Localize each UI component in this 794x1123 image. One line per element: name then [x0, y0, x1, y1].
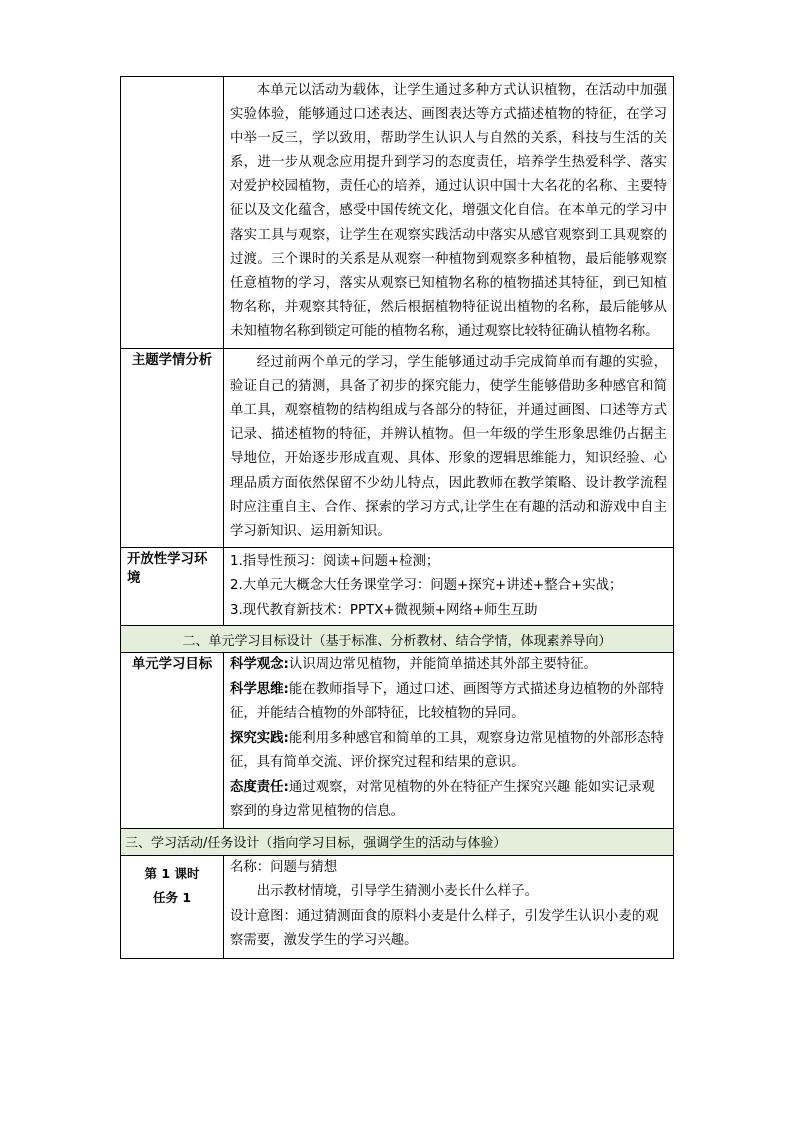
open-env-label-line1: 开放性学习环 — [127, 551, 208, 567]
goals-content — [224, 653, 674, 829]
goal-item-4-text: 通过观察，对常见植物的外在特征产生探究兴趣 能如实记录观察到的身边常见植物的信息。 — [230, 779, 655, 820]
task1-content — [224, 855, 674, 958]
open-env-item-3: 3.现代教育新技术：PPTX+微视频+网络+师生互助 — [230, 602, 538, 618]
section2-header-row — [121, 626, 674, 653]
open-env-label-line2: 境 — [127, 570, 141, 586]
goal-item-2-text: 能在教师指导下，通过口述、画图等方式描述身边植物的外部特征，并能结合植物的外部特征，比较植物的异同。 — [230, 681, 664, 722]
lesson-plan-table — [120, 76, 674, 959]
open-env-item-1: 1.指导性预习：阅读+问题+检测； — [230, 553, 440, 569]
task1-label-line2: 任务 1 — [152, 889, 192, 905]
task1-label-line1: 第 1 课时 — [144, 865, 200, 881]
goals-row — [121, 653, 674, 829]
goal-item-2-title: 科学思维: — [230, 681, 289, 697]
goal-item-4-title: 态度责任: — [230, 779, 289, 795]
student-analysis-text: 经过前两个单元的学习，学生能够通过动手完成简单而有趣的实验，验证自己的猜测，具备了初步的探究能力，使学生能够借助多种感官和简单工具，观察植物的结构组成与各部分的特征，并通过画图、口述等方式记录、描述植物的特征，并辨认植物。但一年级的学生形象思维仍占据主导地位，开始逐步形成直观、具体、形象的逻辑思维能力，知识经验、心理品质方面依然保留不少幼儿特点，因此教师在教学策略、设计教学流程时应注重自主、合作、探索的学习方式,让学生在有趣的活动和游戏中自主学习新知识、运用新知识。 — [230, 355, 667, 539]
goal-item-1 — [230, 653, 667, 678]
student-analysis-content — [224, 349, 674, 548]
task1-intent: 设计意图：通过猜测面食的原料小麦是什么样子，引发学生认识小麦的观察需要，激发学生的学习兴趣。 — [230, 908, 659, 949]
section3-header: 三、学习活动/任务设计（指向学习目标，强调学生的活动与体验） — [121, 828, 674, 855]
task1-name: 名称：问题与猜想 — [230, 859, 338, 875]
intro-paragraph: 本单元以活动为载体，让学生通过多种方式认识植物，在活动中加强实验体验，能够通过口述表达、画图表达等方式描述植物的特征，在学习中举一反三，学以致用，帮助学生认识人与自然的关系，科技与生活的关系，进一步从观念应用提升到学习的态度责任，培养学生热爱科学、落实对爱护校园植物，责任心的培养，通过认识中国十大名花的名称、主要特征以及文化蕴含，感受中国传统文化，增强文化自信。在本单元的学习中落实工具与观察，让学生在观察实践活动中落实从感官观察到工具观察的过渡。三个课时的关系是从观察一种植物到观察多种植物，最后能够观察任意植物的学习，落实从观察已知植物名称的植物描述其特征，到已知植物名称，并观察其特征，然后根据植物特征说出植物的名称，最后能够从未知植物名称到锁定可能的植物名称，通过观察比较特征确认植物名称。 — [230, 83, 667, 339]
student-analysis-label: 主题学情分析 — [121, 349, 224, 548]
goal-item-1-text: 认识周边常见植物，并能简单描述其外部主要特征。 — [288, 657, 597, 673]
open-env-row — [121, 547, 674, 626]
open-env-content — [224, 547, 674, 626]
goal-item-3 — [230, 727, 667, 776]
intro-label-cell — [121, 77, 224, 349]
task1-row — [121, 855, 674, 958]
goal-item-3-title: 探究实践: — [230, 730, 289, 746]
student-analysis-row — [121, 349, 674, 548]
goal-item-1-title: 科学观念: — [230, 657, 289, 673]
goal-item-4 — [230, 776, 667, 825]
goal-item-2 — [230, 678, 667, 727]
task1-desc: 出示教材情境，引导学生猜测小麦长什么样子。 — [256, 884, 538, 900]
intro-row — [121, 77, 674, 349]
section3-header-row — [121, 828, 674, 855]
open-env-item-2: 2.大单元大概念大任务课堂学习：问题+探究+讲述+整合+实战； — [230, 578, 623, 594]
task1-label — [121, 855, 224, 958]
intro-content-cell — [224, 77, 674, 349]
goals-label: 单元学习目标 — [121, 653, 224, 829]
goal-item-3-text: 能利用多种感官和简单的工具，观察身边常见植物的外部形态特征，具有简单交流、评价探究过程和结果的意识。 — [230, 730, 664, 771]
section2-header: 二、单元学习目标设计（基于标准、分析教材、结合学情，体现素养导向） — [121, 626, 674, 653]
open-env-label — [121, 547, 224, 626]
